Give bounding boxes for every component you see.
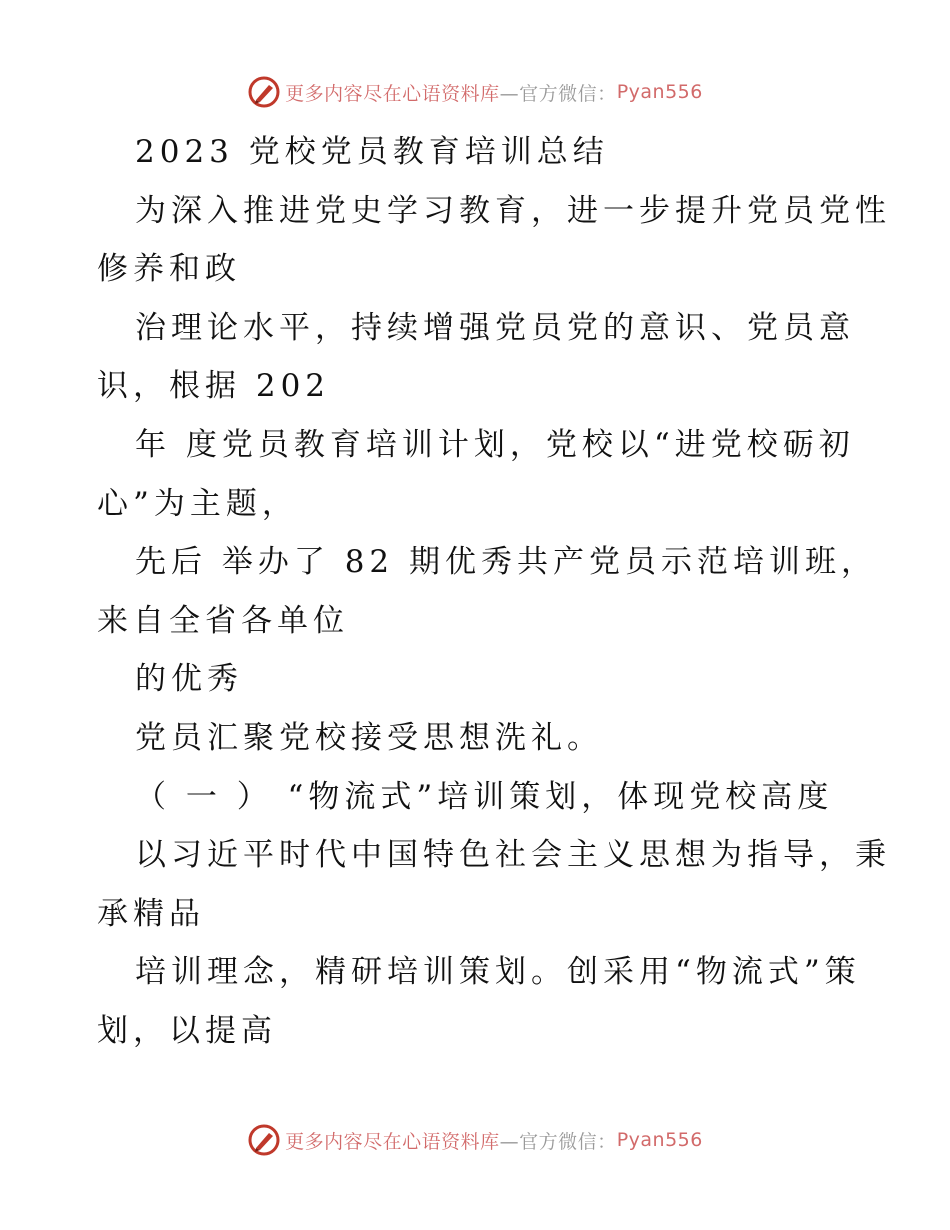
doc-line: 承精品 xyxy=(97,895,205,932)
doc-line: 修养和政 xyxy=(97,251,241,288)
header-banner xyxy=(0,72,950,112)
pen-logo-icon xyxy=(247,1123,281,1157)
doc-line: 年 度党员教育培训计划，党校以“进党校砺初 xyxy=(135,426,855,463)
doc-line: 培训理念，精研培训策划。创采用“物流式”策 xyxy=(135,954,861,991)
doc-line: 的优秀 xyxy=(135,661,243,698)
doc-section-heading: （ 一 ） “物流式”培训策划，体现党校高度 xyxy=(135,778,834,815)
doc-title: 2023 党校党员教育培训总结 xyxy=(135,134,609,170)
doc-line: 治理论水平，持续增强党员党的意识、党员意 xyxy=(135,309,855,346)
banner-official-text: —官方微信： xyxy=(499,82,617,105)
doc-line: 党员汇聚党校接受思想洗礼。 xyxy=(135,719,603,756)
doc-line: 为深入推进党史学习教育，进一步提升党员党性 xyxy=(135,192,891,229)
doc-line: 识，根据 202 xyxy=(97,368,331,405)
banner-wechat-id: Pyan556 xyxy=(616,81,703,103)
banner-wechat-id: Pyan556 xyxy=(616,1129,703,1151)
doc-line: 先后 举办了 82 期优秀共产党员示范培训班， xyxy=(135,544,878,581)
banner-brand-text: 更多内容尽在心语资料库 xyxy=(285,82,500,105)
banner-official-text: —官方微信： xyxy=(499,1130,617,1153)
doc-line: 以习近平时代中国特色社会主义思想为指导，秉 xyxy=(135,837,891,874)
doc-line: 心”为主题， xyxy=(97,485,298,522)
banner-brand-text: 更多内容尽在心语资料库 xyxy=(285,1130,500,1153)
footer-banner xyxy=(0,1120,950,1160)
pen-logo-icon xyxy=(247,75,281,109)
doc-line: 划，以提高 xyxy=(97,1012,277,1049)
doc-line: 来自全省各单位 xyxy=(97,602,349,639)
document-body xyxy=(97,123,891,1061)
